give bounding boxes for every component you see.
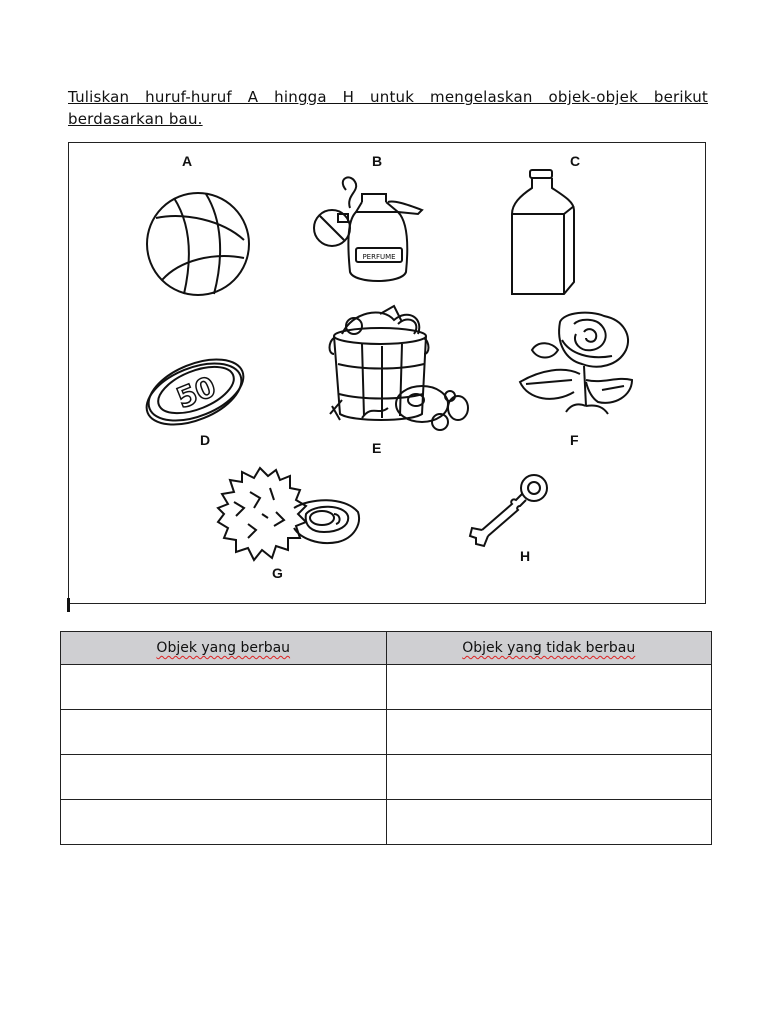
answer-cell[interactable] — [61, 800, 387, 845]
glass-bottle-icon — [508, 170, 580, 298]
answer-table — [60, 631, 712, 845]
coin-icon — [144, 352, 246, 434]
table-row — [61, 800, 712, 845]
letter-h: H — [520, 548, 531, 564]
letter-b: B — [372, 153, 383, 169]
rose-icon — [514, 310, 640, 416]
letter-d: D — [200, 432, 211, 448]
answer-cell[interactable] — [61, 665, 387, 710]
instruction-text: Tuliskan huruf-huruf A hingga H untuk mengelaskan objek-objek berikut berdasarkan bau. — [68, 88, 708, 128]
letter-a: A — [182, 153, 193, 169]
table-row — [61, 755, 712, 800]
answer-cell[interactable] — [386, 710, 712, 755]
table-row — [61, 665, 712, 710]
durian-icon — [214, 468, 364, 564]
answer-cell[interactable] — [61, 710, 387, 755]
answer-cell[interactable] — [386, 755, 712, 800]
coin-value: 50 — [171, 369, 221, 416]
column-header-smelly: Objek yang berbau — [61, 632, 387, 665]
letter-f: F — [570, 432, 579, 448]
answer-cell[interactable] — [386, 800, 712, 845]
letter-g: G — [272, 565, 283, 581]
letter-e: E — [372, 440, 382, 456]
perfume-bottle-icon — [306, 172, 426, 292]
answer-cell[interactable] — [61, 755, 387, 800]
garbage-bin-icon — [322, 304, 472, 438]
column-header-odorless: Objek yang tidak berbau — [386, 632, 712, 665]
table-header-row — [61, 632, 712, 665]
perfume-label: PERFUME — [362, 253, 396, 261]
letter-c: C — [570, 153, 581, 169]
answer-cell[interactable] — [386, 665, 712, 710]
table-row — [61, 710, 712, 755]
key-icon — [466, 472, 550, 552]
text-cursor — [67, 598, 70, 612]
beach-ball-icon — [144, 190, 252, 298]
